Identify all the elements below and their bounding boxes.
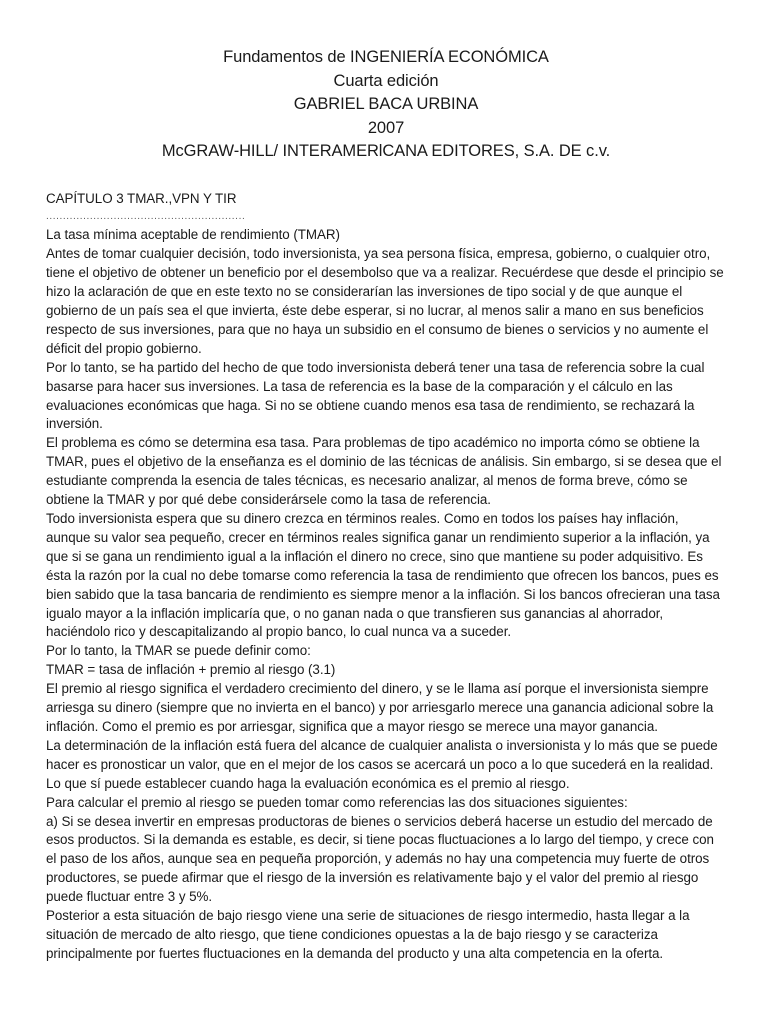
paragraph: Por lo tanto, la TMAR se puede definir como: (46, 643, 311, 659)
paragraph: Posterior a esta situación de bajo riesgo viene una serie de situaciones de riesgo intermedio, hasta llegar a la situación de mercado de alto riesgo, que tiene condiciones opuestas a la de bajo riesgo y se caracteriza principalmente por fuertes fluctuaciones en la demanda del producto y una alta competencia en la oferta. (46, 908, 690, 961)
paragraph: a) Si se desea invertir en empresas productoras de bienes o servicios deberá hacerse un estudio del mercado de esos productos. Si la demanda es estable, es decir, si tiene pocas fluctuaciones a lo largo del tiempo, y crece con el paso de los años, aunque sea en pequeña proporción, y además no hay una competencia muy fuerte de otros productores, se puede afirmar que el riesgo de la inversión es relativamente bajo y el valor del premio al riesgo puede fluctuar entre 3 y 5%. (46, 813, 714, 905)
paragraph: El problema es cómo se determina esa tasa. Para problemas de tipo académico no importa cómo se obtiene la TMAR, pues el objetivo de la enseñanza es el dominio de las técnicas de análisis. Sin embargo, si se desea que el estudiante comprenda la esencia de tales técnicas, es necesario analizar, al menos de forma breve, cómo se obtiene la TMAR y por qué debe considerársele como la tasa de referencia. (46, 435, 722, 508)
paragraph: La determinación de la inflación está fuera del alcance de cualquier analista o inversionista y lo más que se puede hacer es pronosticar un valor, que en el mejor de los casos se acercará un poco a lo que sucederá en la realidad. Lo que sí puede establecer cuando haga la evaluación económica es el premio al riesgo. (46, 737, 718, 791)
book-publisher: McGRAW-HILL/ INTERAMERlCANA EDITORES, S.A. DE c.v. (161, 142, 611, 160)
dotted-separator: ........................................................... (46, 211, 246, 223)
book-reference-header (46, 46, 726, 164)
paragraph: Para calcular el premio al riesgo se pueden tomar como referencias las dos situaciones siguientes: (46, 794, 628, 810)
paragraph: Todo inversionista espera que su dinero crezca en términos reales. Como en todos los países hay inflación, aunque su valor sea pequeño, crecer en términos reales significa ganar un rendimiento superior a la inflación, ya que si se gana un rendimiento igual a la inflación el dinero no crece, sino que mantiene su poder adquisitivo. Es ésta la razón por la cual no debe tomarse como referencia la tasa de rendimiento que ofrecen los bancos, pues es bien sabido que la tasa bancaria de rendimiento es siempre menor a la inflación. Si los bancos ofrecieran una tasa igualo mayor a la inflación implicaría que, o no ganan nada o que transfieren sus ganancias al ahorrador, haciéndolo rico y descapitalizando al propio banco, lo cual nunca va a suceder. (46, 511, 720, 640)
book-author: GABRIEL BACA URBINA (293, 95, 479, 113)
section-title: La tasa mínima aceptable de rendimiento (TMAR) (46, 227, 340, 243)
paragraph: Por lo tanto, se ha partido del hecho de que todo inversionista deberá tener una tasa de referencia sobre la cual basarse para hacer sus inversiones. La tasa de referencia es la base de la comparación y el cálculo en las evaluaciones económicas que haga. Si no se obtiene cuando menos esa tasa de rendimiento, se rechazará la inversión. (46, 359, 705, 432)
formula-line: TMAR = tasa de inflación + premio al riesgo (3.1) (46, 662, 336, 678)
book-year: 2007 (367, 118, 405, 137)
chapter-title: CAPÍTULO 3 TMAR.,VPN Y TIR (46, 190, 237, 206)
book-edition: Cuarta edición (333, 71, 439, 90)
book-title: Fundamentos de INGENIERÍA ECONÓMICA (223, 48, 549, 66)
paragraph: Antes de tomar cualquier decisión, todo inversionista, ya sea persona física, empresa, gobierno, o cualquier otro, tiene el objetivo de obtener un beneficio por el desembolso que va a realizar. Recuérdese que desde el principio se hizo la aclaración de que en este texto no se considerarían las inversiones de tipo social y de que aunque el gobierno de un país sea el que invierta, éste debe esperar, si no lucrar, al menos salir a mano en sus beneficios respecto de sus inversiones, para que no haya un subsidio en el consumo de bienes o servicios y no aumente el déficit del propio gobierno. (46, 246, 724, 356)
document-body (46, 190, 726, 964)
paragraph: El premio al riesgo significa el verdadero crecimiento del dinero, y se le llama así porque el inversionista siempre arriesga su dinero (siempre que no invierta en el banco) y por arriesgarlo merece una ganancia adicional sobre la inflación. Como el premio es por arriesgar, significa que a mayor riesgo se merece una mayor ganancia. (46, 681, 714, 734)
